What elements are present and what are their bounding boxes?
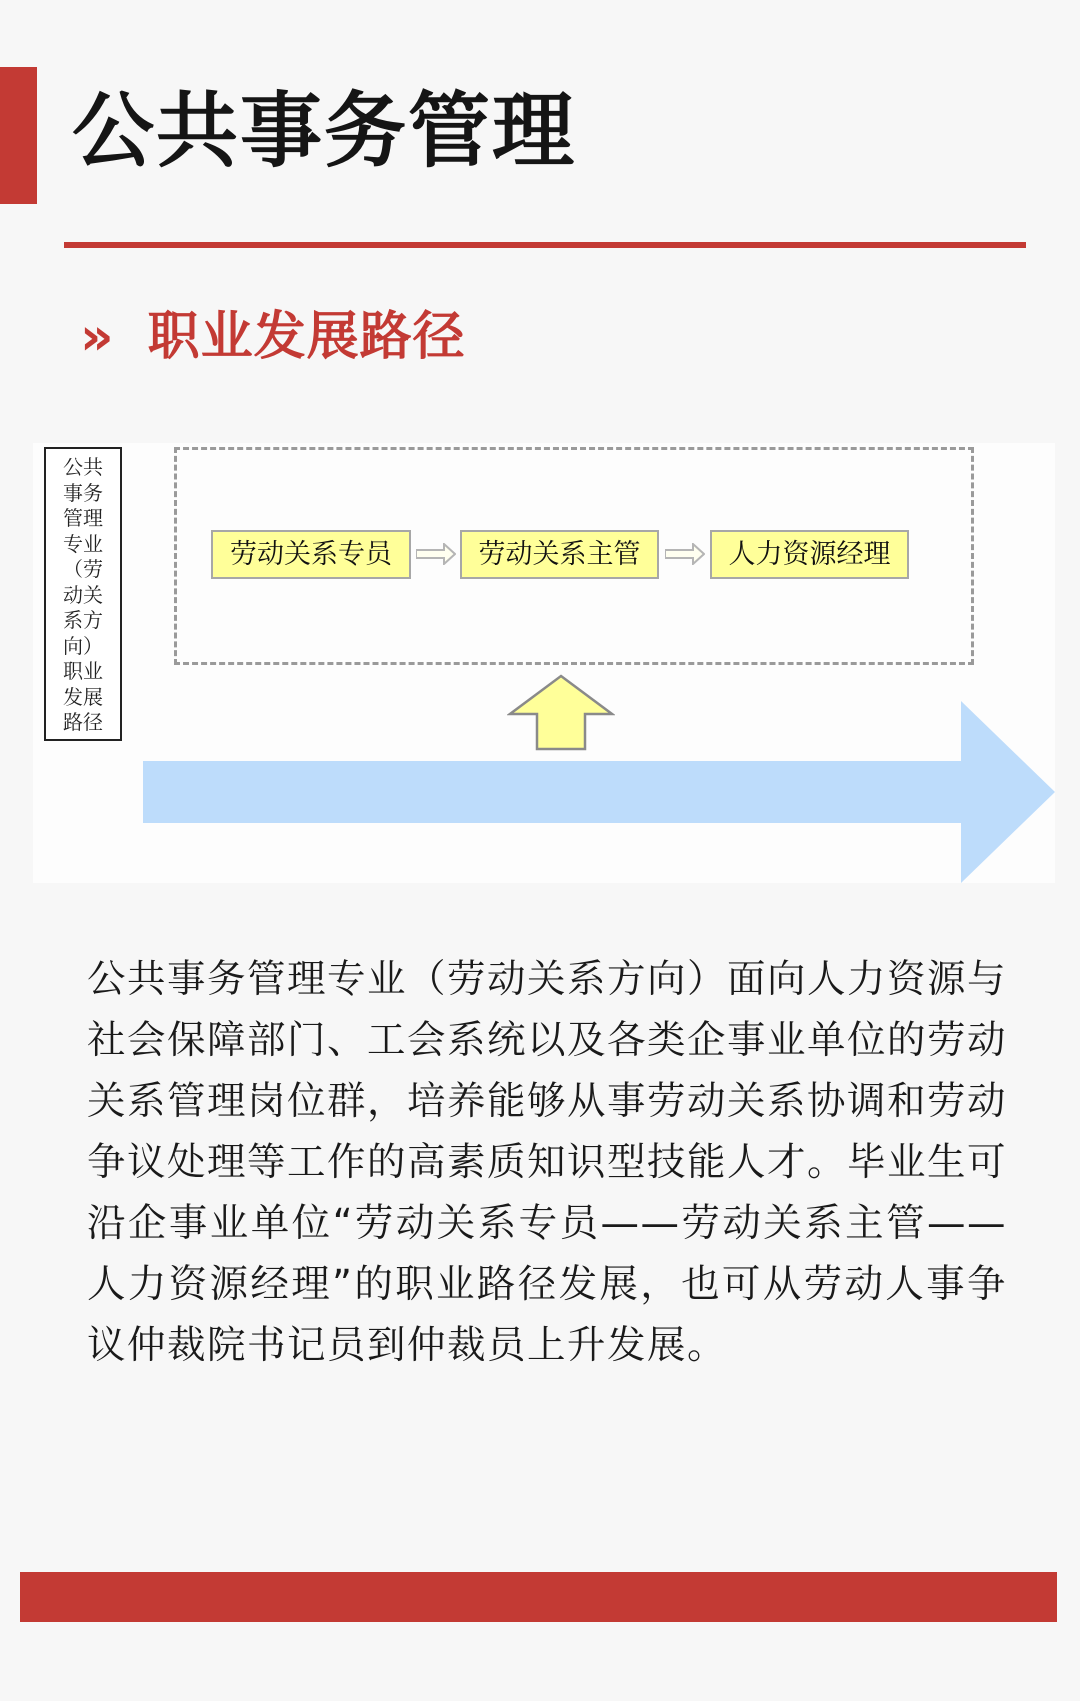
- title-divider: [64, 242, 1026, 248]
- page-title: 公共事务管理: [72, 84, 577, 179]
- section-heading: [80, 302, 466, 372]
- double-arrow-right-icon: [416, 543, 456, 565]
- description-paragraph: 公共事务管理专业（劳动关系方向）面向人力资源与社会保障部门、工会系统以及各类企事业单位的劳动关系管理岗位群，培养能够从事劳动关系协调和劳动争议处理等工作的高素质知识型技能人才。毕业生可沿企事业单位“劳动关系专员——劳动关系主管——人力资源经理”的职业路径发展，也可从劳动人事争议仲裁院书记员到仲裁员上升发展。: [87, 957, 1008, 1368]
- title-accent-bar: [0, 67, 37, 204]
- role-box-supervisor: 劳动关系主管: [460, 530, 659, 579]
- career-path-diagram: [33, 443, 1055, 883]
- double-arrow-right-icon: [665, 543, 705, 565]
- footer-accent-bar: [20, 1572, 1057, 1622]
- double-chevron-icon: »: [80, 307, 108, 367]
- diagram-side-label: [44, 447, 122, 741]
- section-title: 职业发展路径: [147, 307, 466, 367]
- role-box-hr-manager: 人力资源经理: [710, 530, 909, 579]
- role-box-specialist: 劳动关系专员: [211, 530, 411, 579]
- diagram-side-label-text: 公共事务管理专业（劳动关系方向）职业发展路径: [63, 455, 103, 734]
- timeline-arrow-icon: [143, 701, 1055, 883]
